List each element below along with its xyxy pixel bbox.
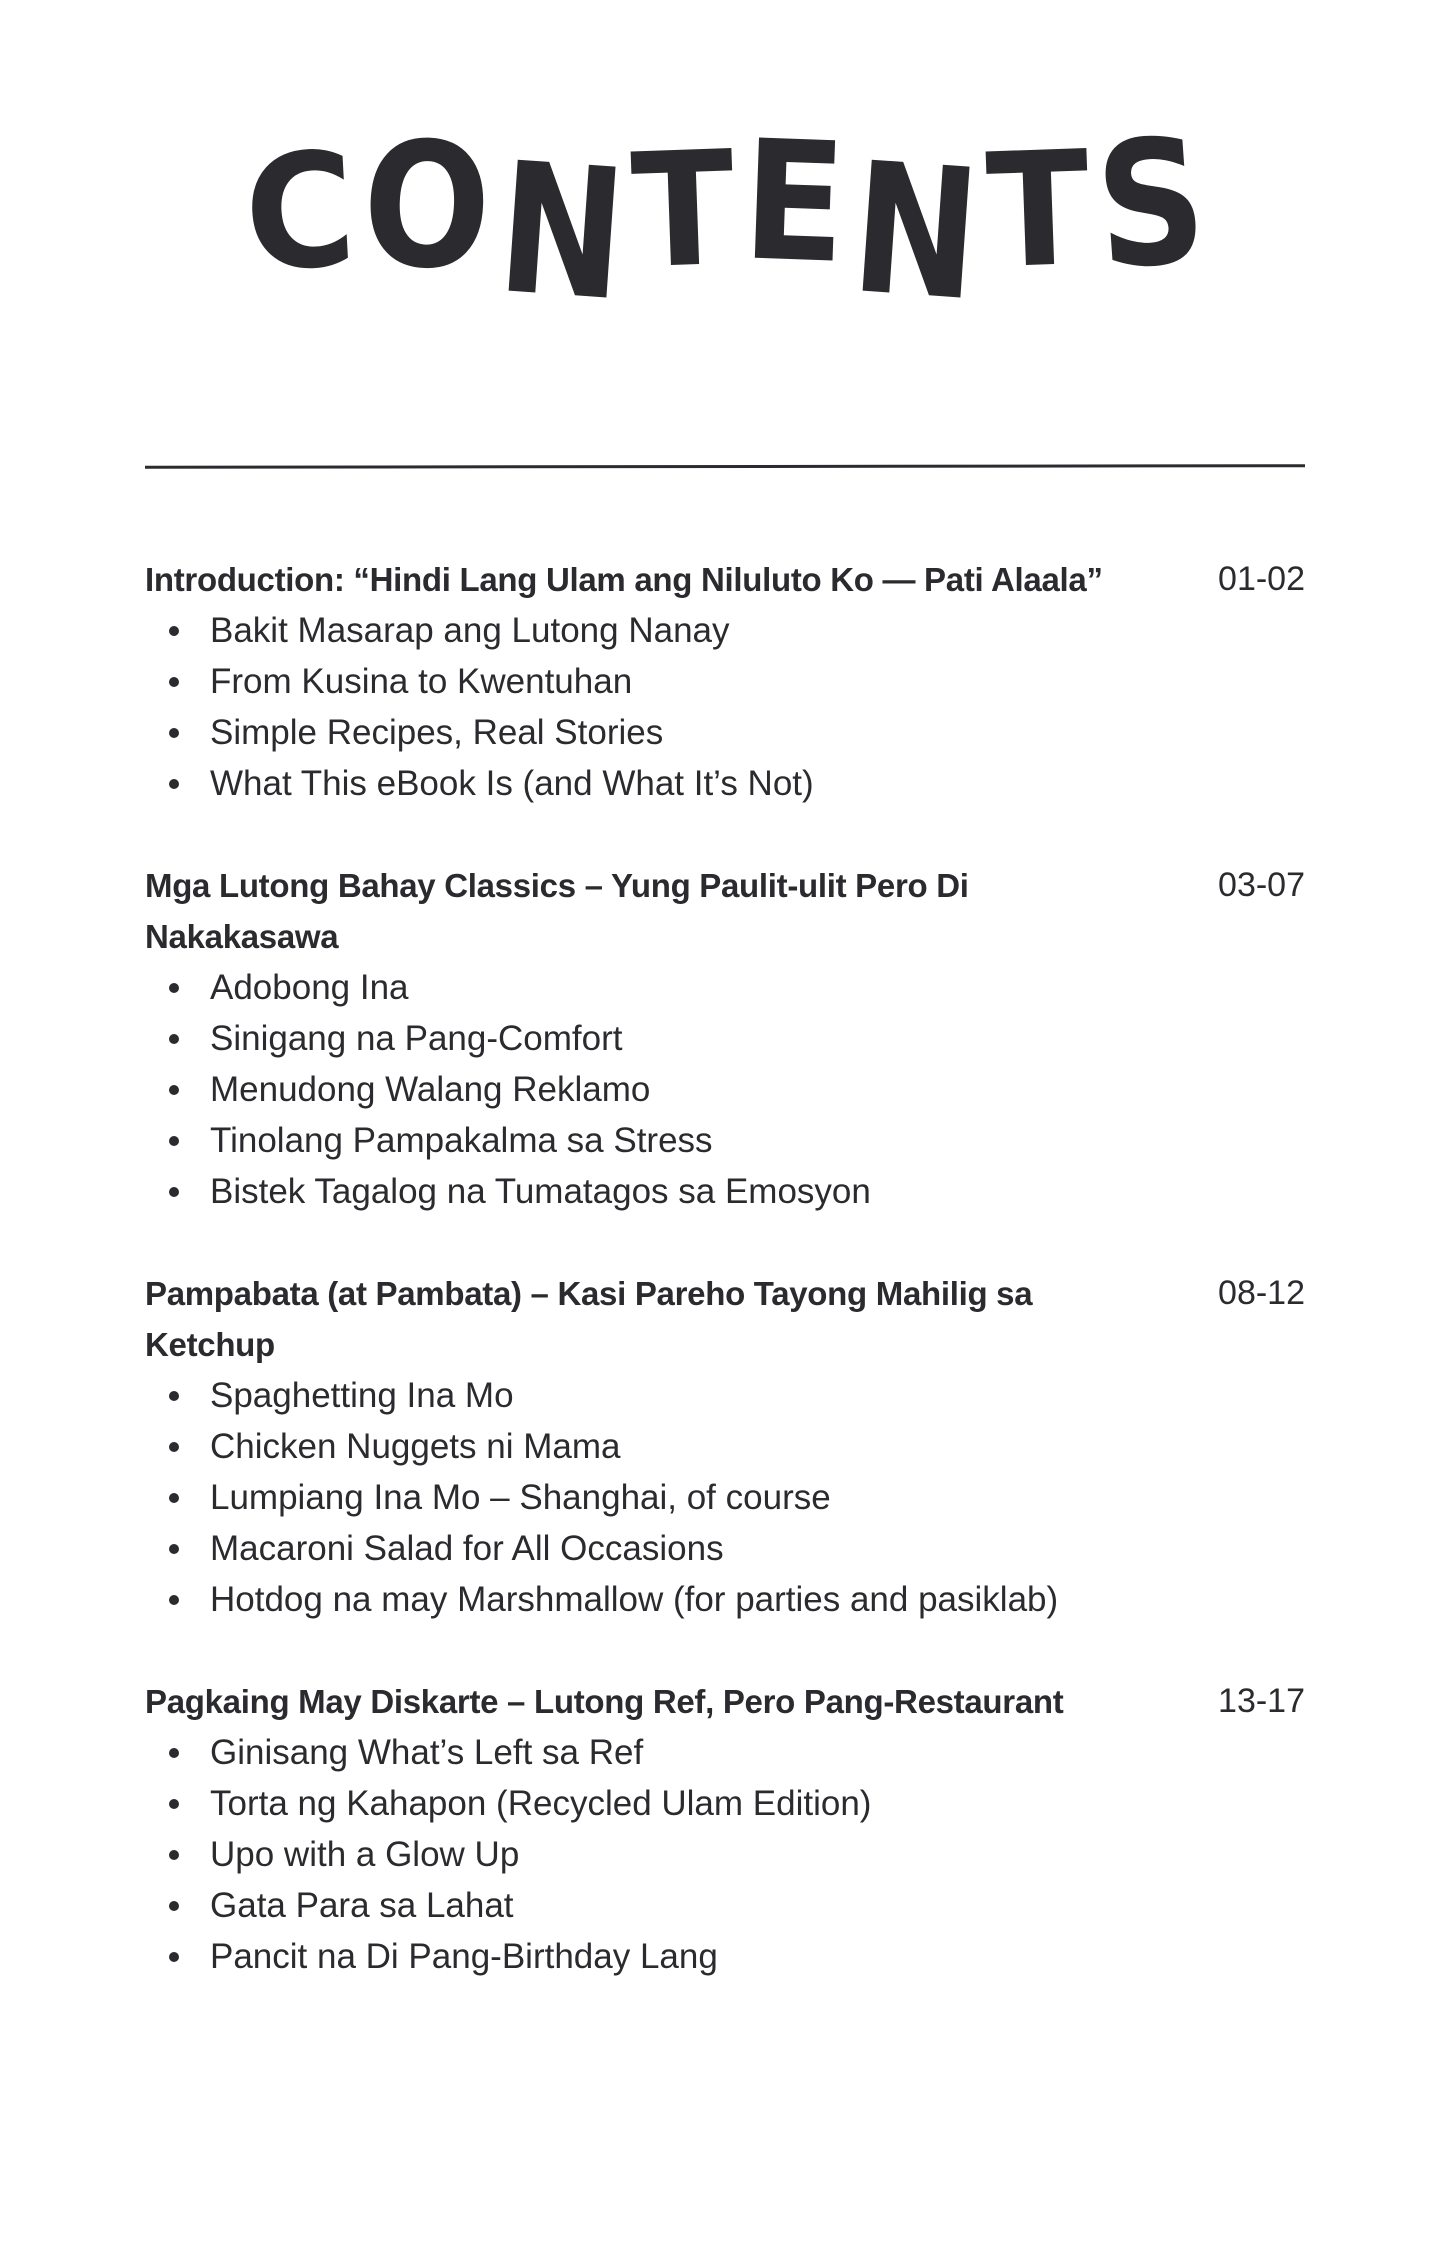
list-item: Adobong Ina bbox=[145, 962, 1305, 1013]
list-item: Pancit na Di Pang-Birthday Lang bbox=[145, 1931, 1305, 1982]
page-range: 13-17 bbox=[1218, 1682, 1305, 1720]
list-item: Tinolang Pampakalma sa Stress bbox=[145, 1115, 1305, 1166]
list-item: Lumpiang Ina Mo – Shanghai, of course bbox=[145, 1472, 1305, 1523]
bullet-icon bbox=[169, 1085, 179, 1095]
bullet-icon bbox=[169, 1748, 179, 1758]
page-range: 01-02 bbox=[1218, 560, 1305, 598]
section-heading: Mga Lutong Bahay Classics – Yung Paulit-ulit Pero Di Nakakasawa bbox=[145, 867, 969, 955]
title-letter: C bbox=[240, 118, 360, 308]
toc-section-pampabata bbox=[145, 1268, 1305, 1625]
list-item: Upo with a Glow Up bbox=[145, 1829, 1305, 1880]
bullet-icon bbox=[169, 1391, 179, 1401]
section-heading-row[interactable] bbox=[145, 860, 1305, 962]
toc-section-classics bbox=[145, 860, 1305, 1217]
bullet-icon bbox=[169, 626, 179, 636]
list-item: Ginisang What’s Left sa Ref bbox=[145, 1727, 1305, 1778]
title-letter: T bbox=[983, 117, 1093, 305]
bullet-icon bbox=[169, 1493, 179, 1503]
title-letter: N bbox=[845, 124, 986, 342]
title-letter: T bbox=[629, 117, 738, 305]
list-item: What This eBook Is (and What It’s Not) bbox=[145, 758, 1305, 809]
bullet-icon bbox=[169, 1850, 179, 1860]
list-item: Macaroni Salad for All Occasions bbox=[145, 1523, 1305, 1574]
page-range: 03-07 bbox=[1218, 866, 1305, 904]
bullet-icon bbox=[169, 1034, 179, 1044]
bullet-icon bbox=[169, 983, 179, 993]
table-of-contents bbox=[145, 554, 1305, 2033]
list-item: Spaghetting Ina Mo bbox=[145, 1370, 1305, 1421]
toc-section-introduction bbox=[145, 554, 1305, 809]
title-divider bbox=[145, 464, 1305, 469]
list-item: Sinigang na Pang-Comfort bbox=[145, 1013, 1305, 1064]
subtopic-list bbox=[145, 605, 1305, 809]
bullet-icon bbox=[169, 1136, 179, 1146]
list-item: Simple Recipes, Real Stories bbox=[145, 707, 1305, 758]
title-letter: N bbox=[491, 124, 632, 342]
toc-section-diskarte bbox=[145, 1676, 1305, 1982]
page-range: 08-12 bbox=[1218, 1274, 1305, 1312]
list-item: Chicken Nuggets ni Mama bbox=[145, 1421, 1305, 1472]
list-item: Hotdog na may Marshmallow (for parties and pasiklab) bbox=[145, 1574, 1305, 1625]
list-item: Menudong Walang Reklamo bbox=[145, 1064, 1305, 1115]
bullet-icon bbox=[169, 1187, 179, 1197]
subtopic-list bbox=[145, 1727, 1305, 1982]
list-item: Bakit Masarap ang Lutong Nanay bbox=[145, 605, 1305, 656]
bullet-icon bbox=[169, 779, 179, 789]
page-title bbox=[240, 101, 1212, 342]
section-heading-row[interactable] bbox=[145, 1268, 1305, 1370]
subtopic-list bbox=[145, 1370, 1305, 1625]
section-heading: Introduction: “Hindi Lang Ulam ang Niluluto Ko — Pati Alaala” bbox=[145, 561, 1103, 598]
list-item: Gata Para sa Lahat bbox=[145, 1880, 1305, 1931]
list-item: Bistek Tagalog na Tumatagos sa Emosyon bbox=[145, 1166, 1305, 1217]
bullet-icon bbox=[169, 1901, 179, 1911]
list-item: Torta ng Kahapon (Recycled Ulam Edition) bbox=[145, 1778, 1305, 1829]
title-letter: S bbox=[1090, 101, 1212, 309]
bullet-icon bbox=[169, 1799, 179, 1809]
bullet-icon bbox=[169, 728, 179, 738]
subtopic-list bbox=[145, 962, 1305, 1217]
bullet-icon bbox=[169, 1952, 179, 1962]
list-item: From Kusina to Kwentuhan bbox=[145, 656, 1305, 707]
section-heading: Pampabata (at Pambata) – Kasi Pareho Tayong Mahilig sa Ketchup bbox=[145, 1275, 1033, 1363]
section-heading-row[interactable] bbox=[145, 1676, 1305, 1727]
title-letter: O bbox=[359, 104, 495, 310]
section-heading-row[interactable] bbox=[145, 554, 1305, 605]
bullet-icon bbox=[169, 1442, 179, 1452]
bullet-icon bbox=[169, 677, 179, 687]
bullet-icon bbox=[169, 1595, 179, 1605]
section-heading: Pagkaing May Diskarte – Lutong Ref, Pero Pang-Restaurant bbox=[145, 1683, 1064, 1720]
bullet-icon bbox=[169, 1544, 179, 1554]
title-letter: E bbox=[739, 105, 849, 301]
